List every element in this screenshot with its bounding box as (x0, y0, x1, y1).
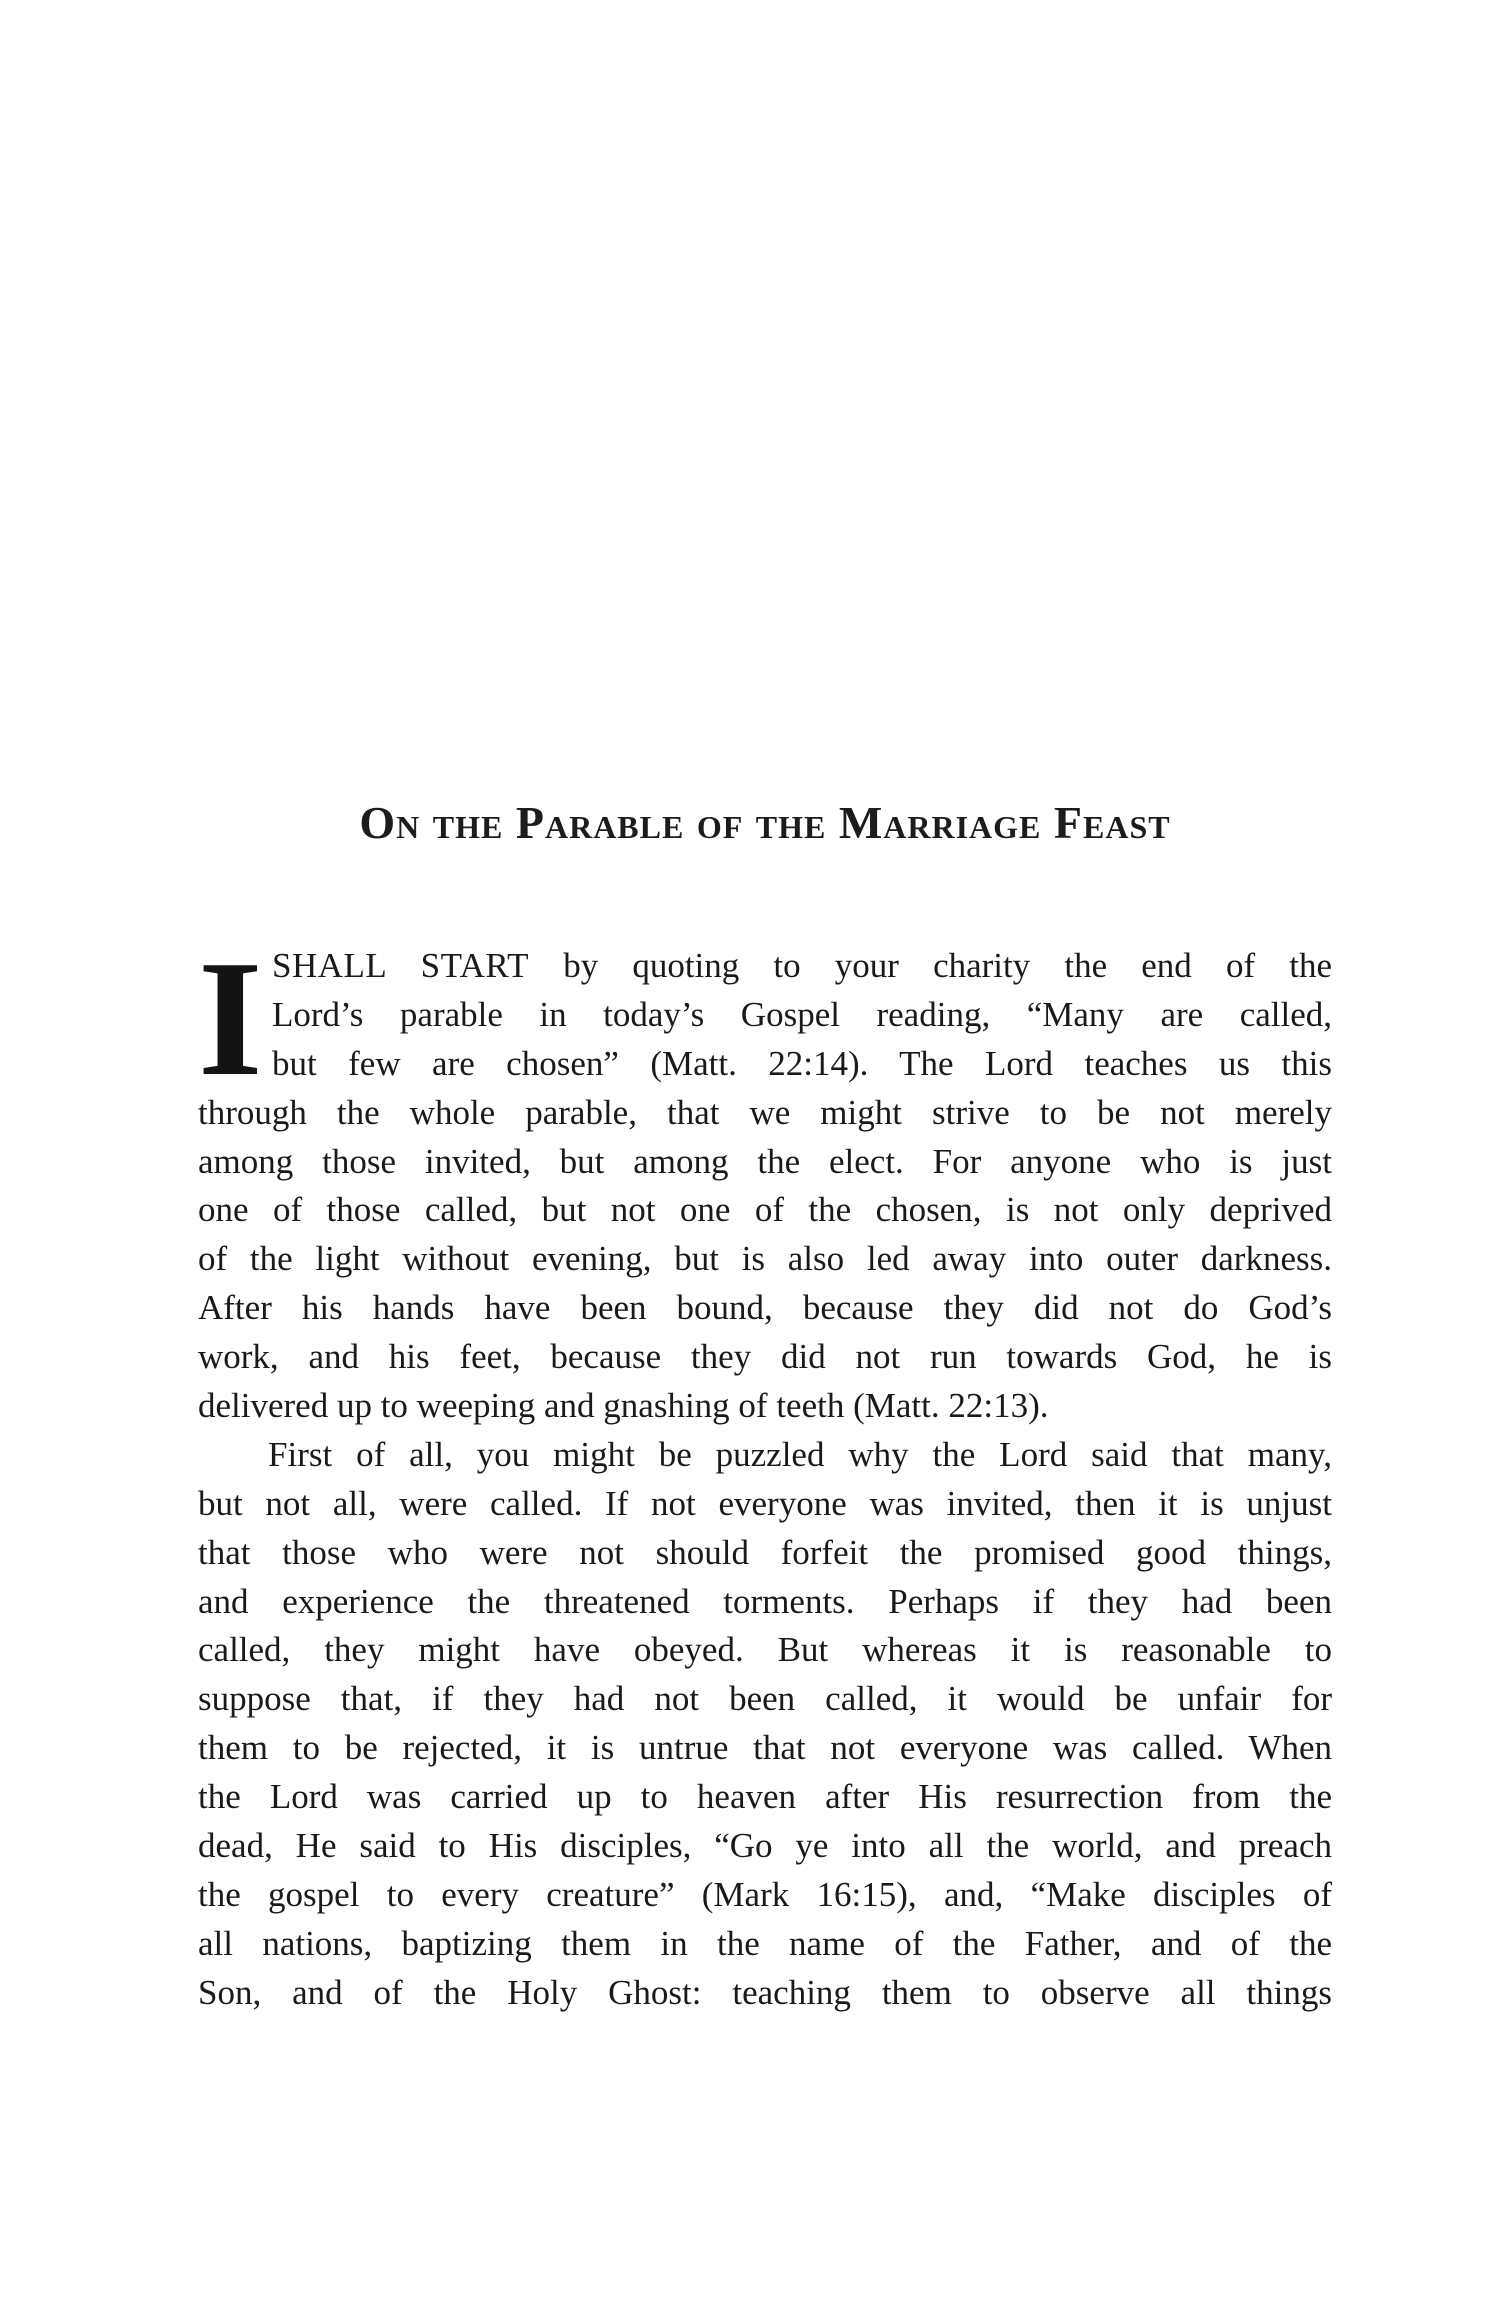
text-line: but few are chosen” (Matt. 22:14). The Lord teaches us this (272, 1043, 1332, 1083)
text-line-content: by quoting to your charity the end of the (529, 946, 1332, 985)
text-line: that those who were not should forfeit the promised good things, (198, 1532, 1332, 1572)
drop-cap: I (198, 926, 263, 1110)
paragraph-1 (198, 926, 1332, 1431)
text-line: them to be rejected, it is untrue that not everyone was called. When (198, 1728, 1332, 1768)
text-line: called, they might have obeyed. But whereas it is reasonable to (198, 1630, 1332, 1670)
text-line: of the light without evening, but is also led away into outer darkness. (198, 1239, 1332, 1279)
lead-in-caps: SHALL START (272, 946, 530, 985)
text-line: Son, and of the Holy Ghost: teaching them to observe all things (198, 1972, 1332, 2012)
text-line: the Lord was carried up to heaven after His resurrection from the (198, 1777, 1332, 1817)
text-line: but not all, were called. If not everyone was invited, then it is unjust (198, 1483, 1332, 1523)
text-line: Lord’s parable in today’s Gospel reading, “Many are called, (272, 994, 1332, 1034)
chapter-title: On the Parable of the Marriage Feast (359, 796, 1171, 848)
text-line: dead, He said to His disciples, “Go ye into all the world, and preach (198, 1826, 1332, 1866)
text-line (198, 942, 1332, 991)
text-line: delivered up to weeping and gnashing of teeth (Matt. 22:13). (198, 1386, 1049, 1426)
paragraph-2 (198, 1431, 1332, 2018)
text-line: among those invited, but among the elect. For anyone who is just (198, 1141, 1332, 1181)
text-line: work, and his feet, because they did not run towards God, he is (198, 1337, 1332, 1377)
text-line: After his hands have been bound, because they did not do God’s (198, 1288, 1332, 1328)
text-line: suppose that, if they had not been called, it would be unfair for (198, 1679, 1332, 1719)
text-line: one of those called, but not one of the chosen, is not only deprived (198, 1190, 1332, 1230)
text-line: First of all, you might be puzzled why the Lord said that many, (268, 1434, 1332, 1474)
body-text (198, 926, 1332, 2018)
text-line: the gospel to every creature” (Mark 16:15), and, “Make disciples of (198, 1874, 1332, 1914)
text-line: all nations, baptizing them in the name of the Father, and of the (198, 1923, 1332, 1963)
text-line: and experience the threatened torments. Perhaps if they had been (198, 1581, 1332, 1621)
text-line: through the whole parable, that we might strive to be not merely (198, 1092, 1332, 1132)
